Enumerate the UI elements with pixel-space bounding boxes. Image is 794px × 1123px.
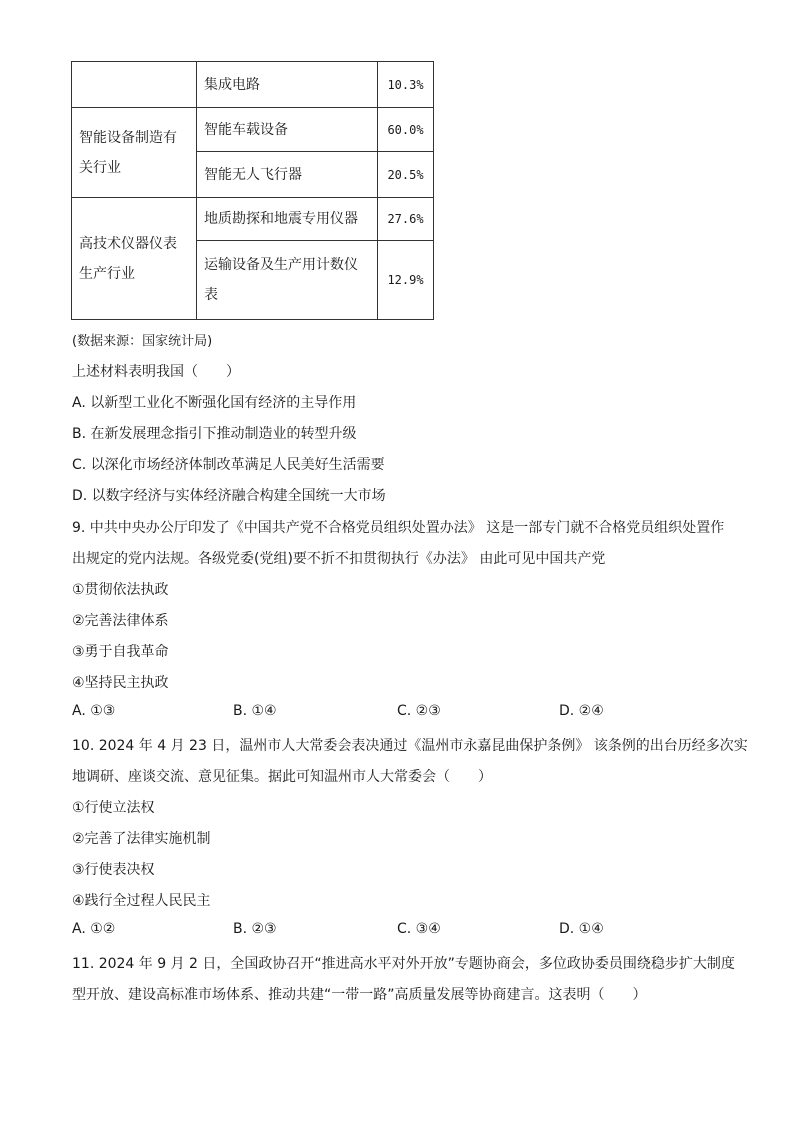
q8-option-a: A. 以新型工业化不断强化国有经济的主导作用 (72, 395, 357, 411)
q9-statement-3: ③勇于自我革命 (72, 644, 169, 660)
q10-statement-3: ③行使表决权 (72, 862, 155, 878)
table-cell-item: 智能无人飞行器 (197, 152, 378, 198)
table-row (72, 108, 434, 152)
q8-option-b: B. 在新发展理念指引下推动制造业的转型升级 (72, 426, 357, 442)
q8-stem: 上述材料表明我国（ ） (72, 364, 240, 380)
q8-option-d: D. 以数字经济与实体经济融合构建全国统一大市场 (72, 488, 386, 504)
table-cell-value: 12.9% (378, 241, 434, 320)
q9-choice-d: D. ②④ (559, 703, 604, 719)
table-cell-category: 高技术仪器仪表生产行业 (72, 198, 197, 320)
q10-choice-b: B. ②③ (233, 921, 277, 937)
table-cell-category (72, 62, 197, 108)
q11-stem-line2: 型开放、建设高标准市场体系、推动共建“一带一路”高质量发展等协商建言。这表明（ ） (72, 987, 647, 1003)
q10-choice-d: D. ①④ (559, 921, 604, 937)
q9-statement-4: ④坚持民主执政 (72, 675, 169, 691)
q10-statement-4: ④践行全过程人民民主 (72, 893, 211, 909)
q9-choice-a: A. ①③ (72, 703, 116, 719)
table-cell-item: 运输设备及生产用计数仪表 (197, 241, 378, 320)
q10-statement-2: ②完善了法律实施机制 (72, 831, 211, 847)
table-cell-value: 27.6% (378, 198, 434, 241)
table-cell-category: 智能设备制造有关行业 (72, 108, 197, 198)
q9-statement-1: ①贯彻依法执政 (72, 582, 169, 598)
q10-stem-line1: 10. 2024 年 4 月 23 日，温州市人大常委会表决通过《温州市永嘉昆曲保护条例》 该条例的出台历经多次实 (72, 738, 748, 754)
q9-stem-line1: 9. 中共中央办公厅印发了《中国共产党不合格党员组织处置办法》 这是一部专门就不合格党员组织处置作 (72, 520, 725, 536)
table-cell-item: 地质勘探和地震专用仪器 (197, 198, 378, 241)
q9-choice-b: B. ①④ (233, 703, 277, 719)
q9-stem-line2: 出规定的党内法规。各级党委(党组)要不折不扣贯彻执行《办法》 由此可见中国共产党 (72, 551, 606, 567)
table-cell-value: 10.3% (378, 62, 434, 108)
source-note: (数据来源：国家统计局) (72, 334, 213, 349)
industry-growth-table (71, 61, 434, 320)
table-cell-item: 集成电路 (197, 62, 378, 108)
table-row (72, 62, 434, 108)
q9-choice-c: C. ②③ (397, 703, 441, 719)
table-cell-item: 智能车载设备 (197, 108, 378, 152)
table-cell-value: 60.0% (378, 108, 434, 152)
q8-option-c: C. 以深化市场经济体制改革满足人民美好生活需要 (72, 457, 385, 473)
table-cell-value: 20.5% (378, 152, 434, 198)
q10-choice-a: A. ①② (72, 921, 116, 937)
q9-statement-2: ②完善法律体系 (72, 613, 169, 629)
table-row (72, 198, 434, 241)
q10-statement-1: ①行使立法权 (72, 800, 155, 816)
q11-stem-line1: 11. 2024 年 9 月 2 日，全国政协召开“推进高水平对外开放”专题协商会，多位政协委员围绕稳步扩大制度 (72, 956, 735, 972)
q10-stem-line2: 地调研、座谈交流、意见征集。据此可知温州市人大常委会（ ） (72, 769, 492, 785)
q10-choice-c: C. ③④ (397, 921, 441, 937)
